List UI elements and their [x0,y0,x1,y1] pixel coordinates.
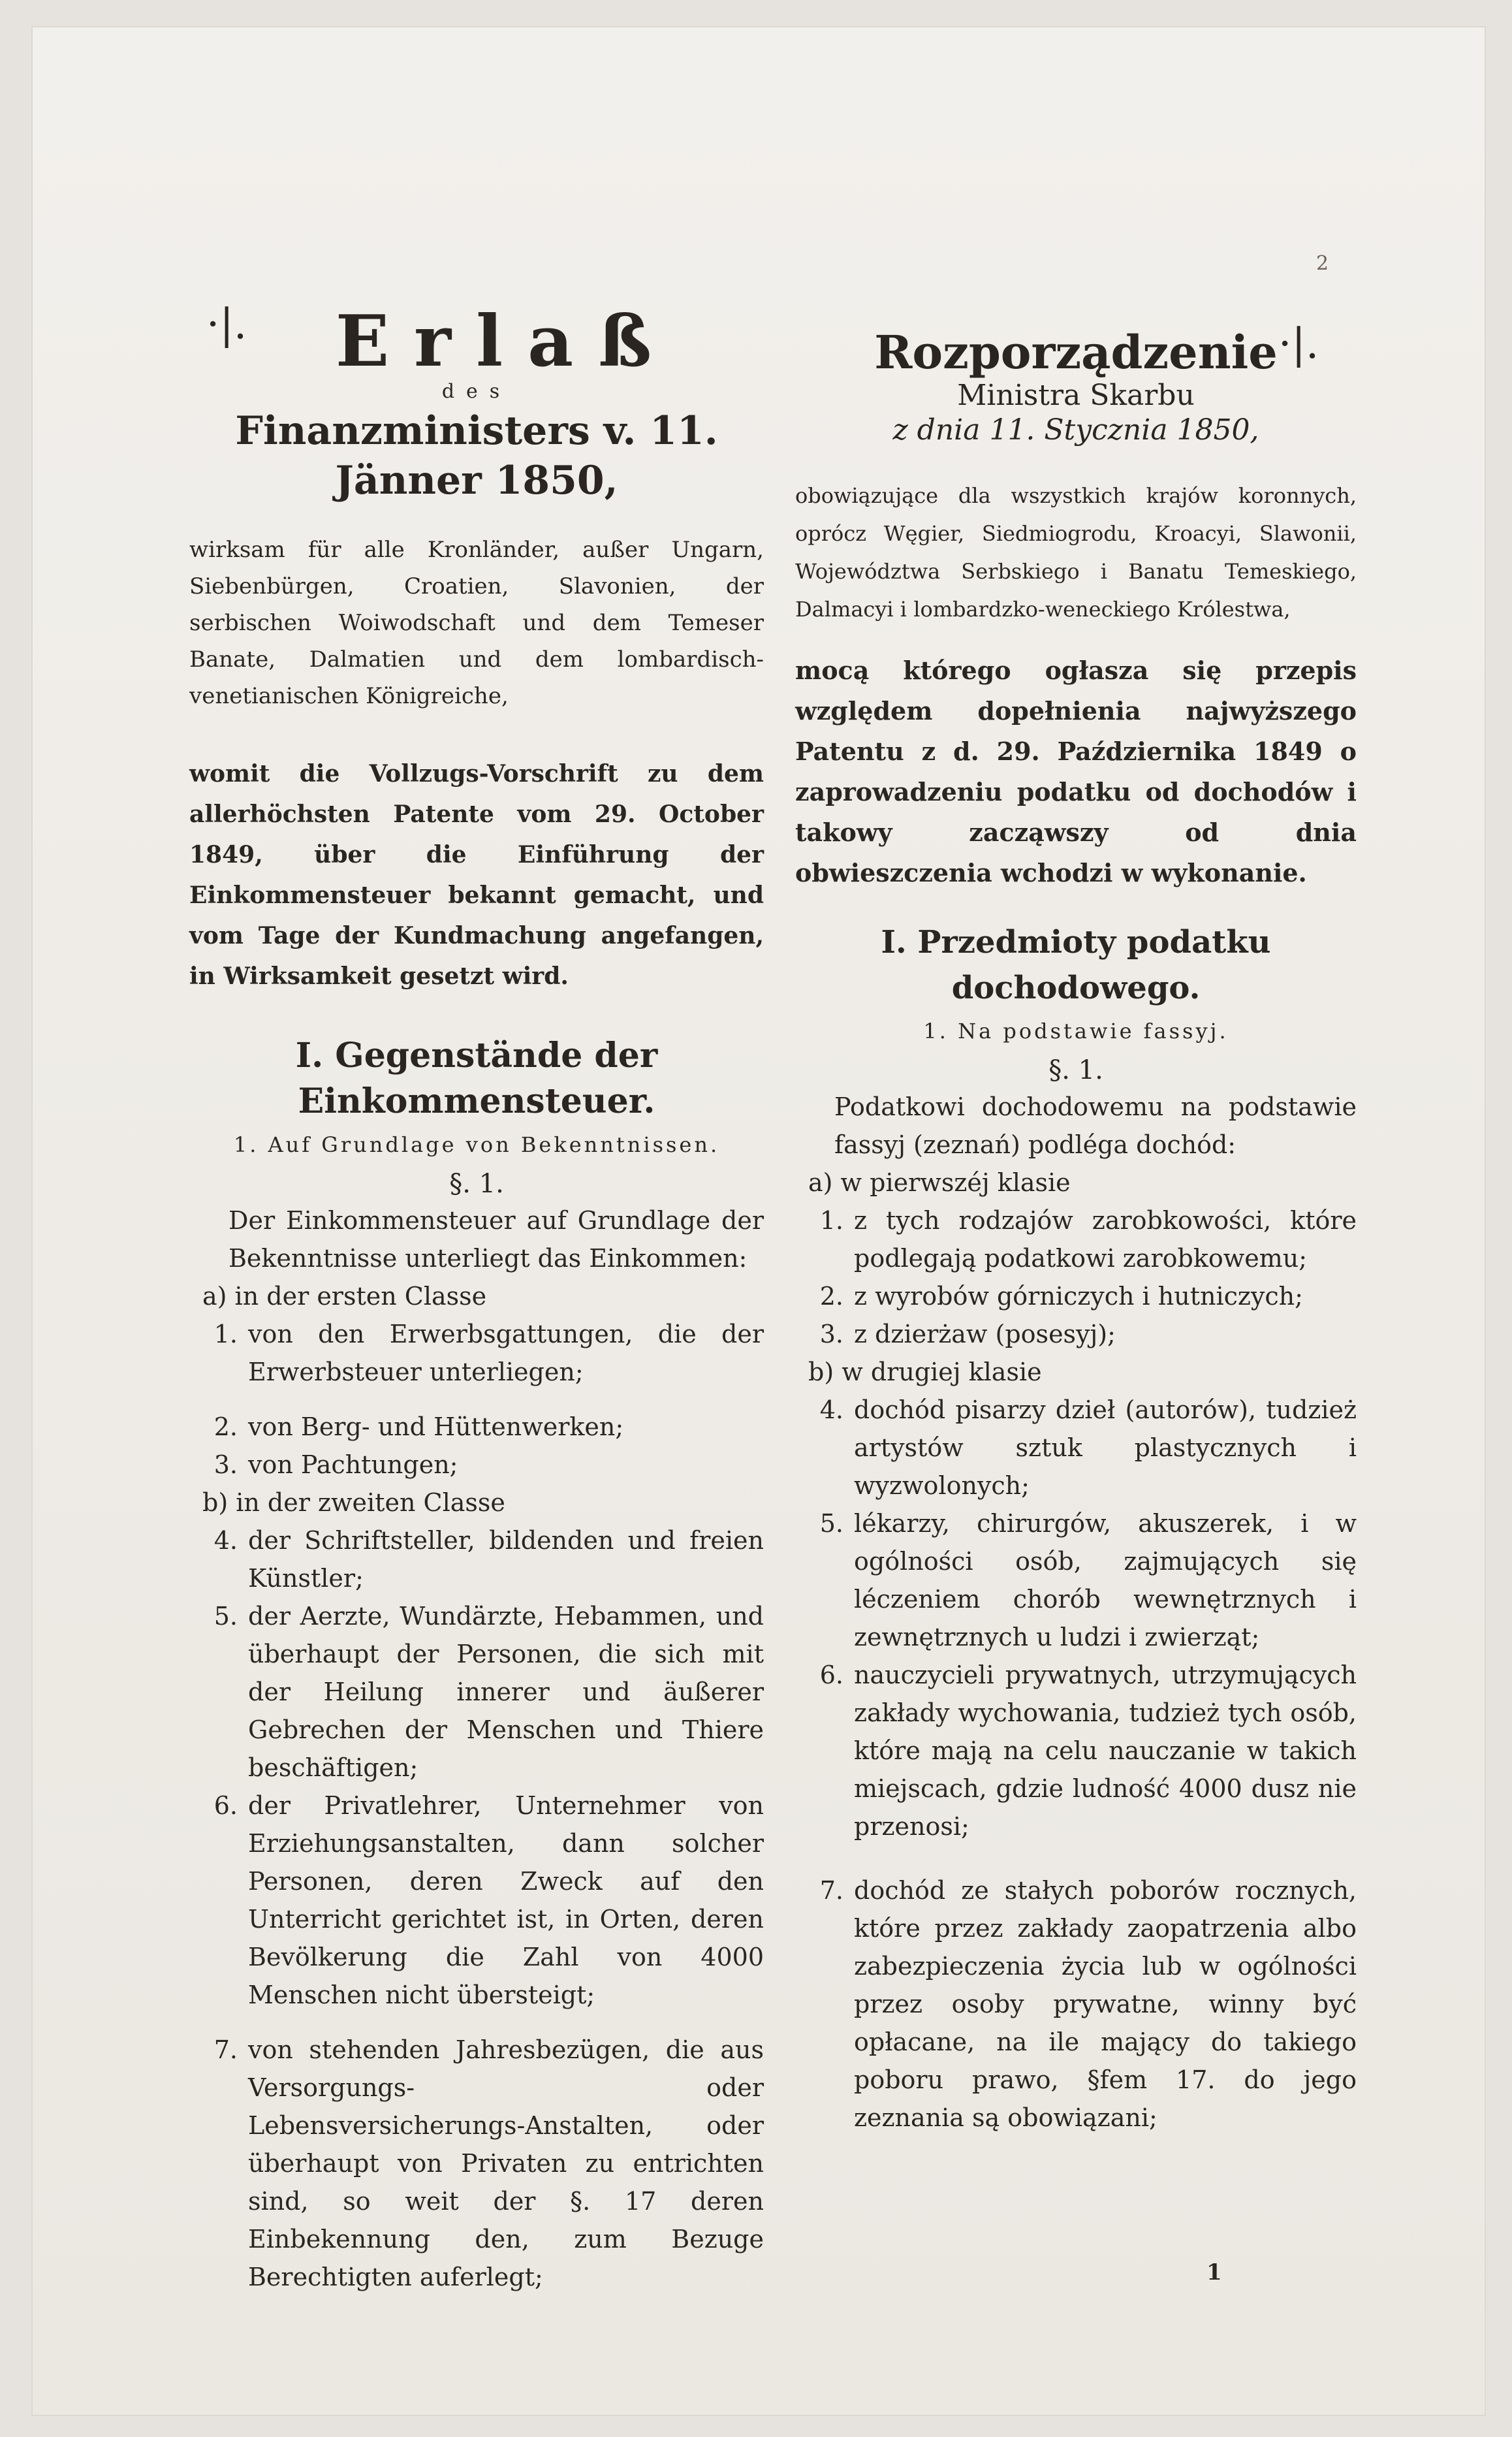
polish-subsection: 1. Na podstawie fassyj. [923,1019,1229,1043]
polish-title: Rozporządzenie [874,325,1278,379]
left-section-mark: ·|. [206,300,247,349]
german-title: Erlaß [335,300,677,383]
list-item: 7. von stehenden Jahresbezügen, die aus Versorgungs- oder Lebensversicherungs-Anstalten, oder überhaupt von Privaten zu entrichten sind, so weit der §. 17 deren Einbekennung den, zum Bezuge Berechtigten auferlegt; [213,2035,764,2291]
german-intro: Der Einkommensteuer auf Grundlage der Bekenntnisse unterliegt das Einkommen: [228,1206,764,1273]
polish-column [795,327,1357,2137]
list-item: 6. nauczycieli prywatnych, utrzymujących zakłady wychowania, tudzież tych osób, które mają na celu nauczanie w takich miejscach, gdzie ludność 4000 dusz nie przenosi; [819,1661,1357,1841]
list-item: 5. der Aerzte, Wundärzte, Hebammen, und überhaupt der Personen, die sich mit der Heilung innerer und äußerer Gebrechen der Menschen und Thiere beschäftigen; [213,1602,764,1782]
list-item: 1. von den Erwerbsgattungen, die der Erwerbsteuer unterliegen; [213,1320,764,1386]
german-decree: womit die Vollzugs-Vorschrift zu dem allerhöchsten Patente vom 29. October 1849, über die Einführung der Einkommensteuer bekannt gemacht, und vom Tage der Kundmachung angefangen, in Wirksamkeit gesetzt wird. [189,760,764,990]
document-page [31,26,1486,2416]
list-item: 2. von Berg- und Hüttenwerken; [213,1412,624,1441]
list-item: 4. der Schriftsteller, bildenden und freien Künstler; [213,1526,764,1593]
list-item: 1. z tych rodzajów zarobkowości, które podlegają podatkowi zarobkowemu; [819,1206,1357,1273]
list-item: 4. dochód pisarzy dzieł (autorów), tudzież artystów sztuk plastycznych i wyzwolonych; [819,1395,1357,1500]
polish-date: z dnia 11. Stycznia 1850, [892,413,1259,447]
list-item: 3. von Pachtungen; [213,1450,458,1479]
polish-section-heading: I. Przedmioty podatku dochodowego. [881,924,1271,1006]
german-paragraph-number: §. 1. [449,1169,504,1199]
list-item: 7. dochód ze stałych poborów rocznych, które przez zakłady zaopatrzenia albo zabezpieczenia życia lub w ogólności przez osoby prywatne, winny być opłacane, na ile mający do takiego poboru prawo, §fem 17. do jego zeznania są obowiązani; [819,1876,1357,2132]
right-section-mark: ·|. [1278,320,1319,368]
german-subtitle: Finanzministers v. 11. Jänner 1850, [235,408,718,503]
polish-class-b: b) w drugiej klasie [808,1358,1042,1386]
polish-paragraph-number: §. 1. [1048,1055,1103,1085]
german-scope: wirksam für alle Kronländer, außer Ungarn, Siebenbürgen, Croatien, Slavonien, der serbischen Woiwodschaft und dem Temeser Banate, Dalmatien und dem lombardisch-venetianischen Königreiche, [189,537,764,709]
german-class-a: a) in der ersten Classe [202,1282,487,1311]
german-subsection: 1. Auf Grundlage von Bekenntnissen. [233,1132,720,1157]
page-top-number: 2 [1316,252,1329,275]
polish-subtitle: Ministra Skarbu [957,379,1195,412]
polish-decree: mocą którego ogłasza się przepis względem dopełnienia najwyższego Patentu z d. 29. Października 1849 o zaprowadzeniu podatku od dochodów i takowy zacząwszy od dnia obwieszczenia wchodzi w wykonanie. [795,656,1357,887]
page-bottom-number: 1 [1206,2259,1222,2286]
list-item: 6. der Privatlehrer, Unternehmer von Erziehungsanstalten, dann solcher Personen, deren Zweck auf den Unterricht gerichtet ist, in Orten, deren Bevölkerung die Zahl von 4000 Menschen nicht übersteigt; [213,1791,764,2009]
german-des: des [441,380,512,403]
german-column [189,300,764,2296]
german-section-heading: I. Gegenstände der Einkommensteuer. [295,1036,658,1121]
list-item: 2. z wyrobów górniczych i hutniczych; [819,1282,1303,1311]
list-item: 3. z dzierżaw (posesyj); [819,1320,1116,1348]
polish-scope: obowiązujące dla wszystkich krajów koronnych, oprócz Węgier, Siedmiogrodu, Kroacyi, Slawonii, Województwa Serbskiego i Banatu Temeskiego, Dalmacyi i lombardzko-weneckiego Królestwa, [795,483,1357,622]
polish-class-a: a) w pierwszéj klasie [808,1168,1071,1197]
list-item: 5. lékarzy, chirurgów, akuszerek, i w ogólności osób, zajmujących się léczeniem chorób wewnętrznych i zewnętrznych u ludzi i zwierząt; [819,1509,1357,1651]
german-class-b: b) in der zweiten Classe [202,1488,505,1517]
polish-intro: Podatkowi dochodowemu na podstawie fassyj (zeznań) podléga dochód: [834,1092,1357,1159]
